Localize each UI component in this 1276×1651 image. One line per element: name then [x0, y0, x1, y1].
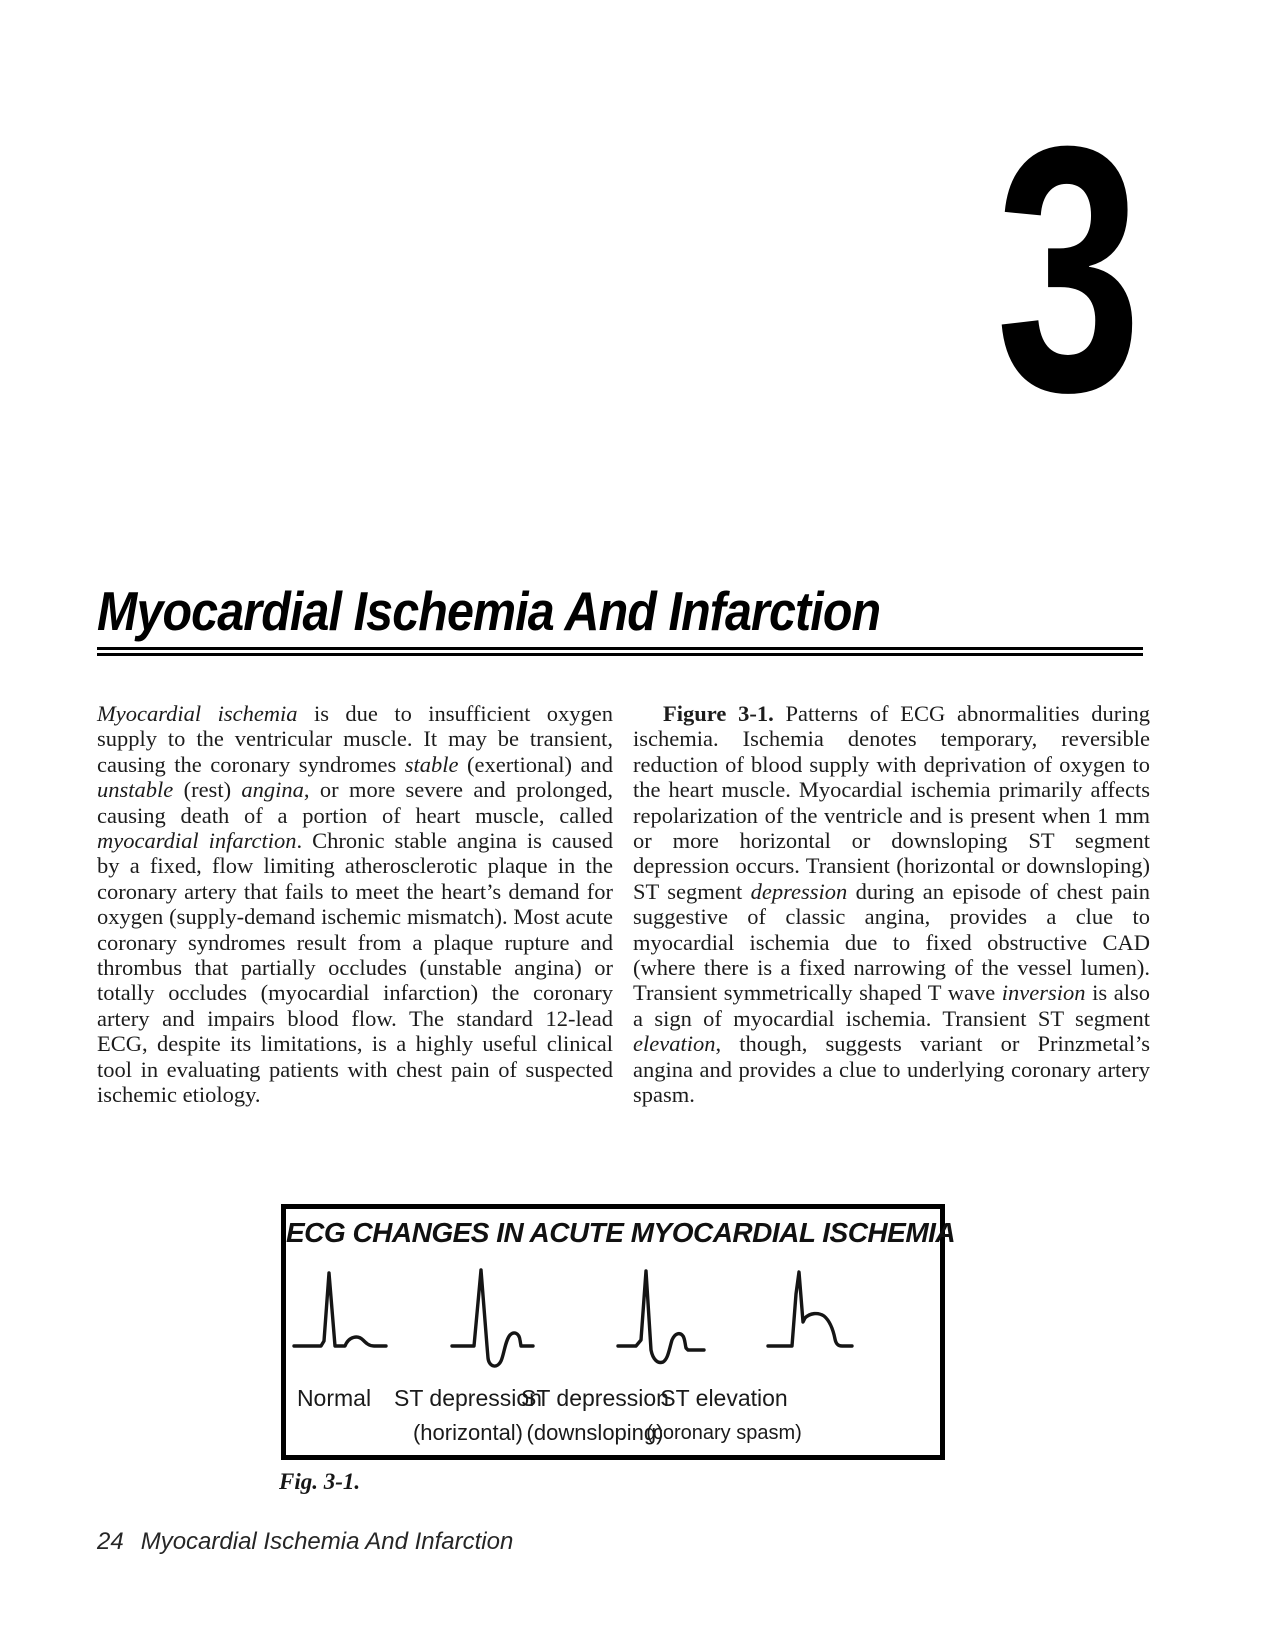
trace-label-line2: (downsloping) [526, 1420, 664, 1445]
trace-label-line2: (horizontal) [412, 1420, 524, 1445]
figure-caption: Fig. 3-1. [279, 1469, 361, 1494]
trace-label-line1: ST depression [394, 1385, 542, 1411]
ecg-trace-normal-waveform [290, 1266, 390, 1381]
page-title: Myocardial Ischemia And Infarction [97, 580, 881, 642]
page-footer [97, 1528, 513, 1556]
right-paragraph: Figure 3-1. Patterns of ECG abnormalities during ischemia. Ischemia denotes temporary, reversible reduction of blood supply with deprivation of oxygen to the heart muscle. Myocardial ischemia primarily affects repolarization of the ventricle and is present when 1 mm or more horizontal or downsloping ST segment depression occurs. Transient (horizontal or downsloping) ST segment depression during an episode of chest pain suggestive of classic angina, provides a clue to myocardial ischemia due to fixed obstructive CAD (where there is a fixed narrowing of the vessel lumen). Transient symmetrically shaped T wave inversion is also a sign of myocardial ischemia. Transient ST segment elevation, though, suggests variant or Prinzmetal’s angina and provides a clue to underlying coronary artery spasm. [633, 701, 1150, 1108]
trace-label-line1: Normal [296, 1385, 372, 1411]
chapter-number: 3 [996, 74, 1142, 465]
page-number: 24 [97, 1528, 124, 1555]
title-divider-rule [97, 647, 1143, 656]
figure-box [281, 1204, 956, 1460]
trace-label-line1: ST depression [521, 1385, 669, 1411]
figure-box-title: ECG CHANGES IN ACUTE MYOCARDIAL ISCHEMIA [286, 1217, 956, 1248]
left-paragraph: Myocardial ischemia is due to insufficient oxygen supply to the ventricular muscle. It may be transient, causing the coronary syndromes stable (exertional) and unstable (rest) angina, or more severe and prolonged, causing death of a portion of heart muscle, called myocardial infarction. Chronic stable angina is caused by a fixed, flow limiting atherosclerotic plaque in the coronary artery that fails to meet the heart’s demand for oxygen (supply-demand ischemic mismatch). Most acute coronary syndromes result from a plaque rupture and thrombus that partially occludes (unstable angina) or totally occludes (myocardial infarction) the coronary artery and impairs blood flow. The standard 12-lead ECG, despite its limitations, is a highly useful clinical tool in evaluating patients with chest pain of suspected ischemic etiology. [97, 701, 614, 1108]
ecg-trace-st-elevation-waveform [762, 1266, 854, 1381]
ecg-trace-st-depression-downsloping-waveform [614, 1266, 718, 1381]
right-column [633, 701, 1150, 1108]
figure-inner [286, 1209, 956, 1455]
footer-running-title: Myocardial Ischemia And Infarction [140, 1528, 514, 1555]
left-column [97, 701, 613, 1108]
trace-label-line1: ST elevation [660, 1385, 788, 1411]
trace-label-st-elevation [619, 1385, 829, 1446]
trace-label-line2: (coronary spasm) [646, 1422, 802, 1444]
ecg-trace-st-depression-horizontal-waveform [448, 1266, 548, 1381]
